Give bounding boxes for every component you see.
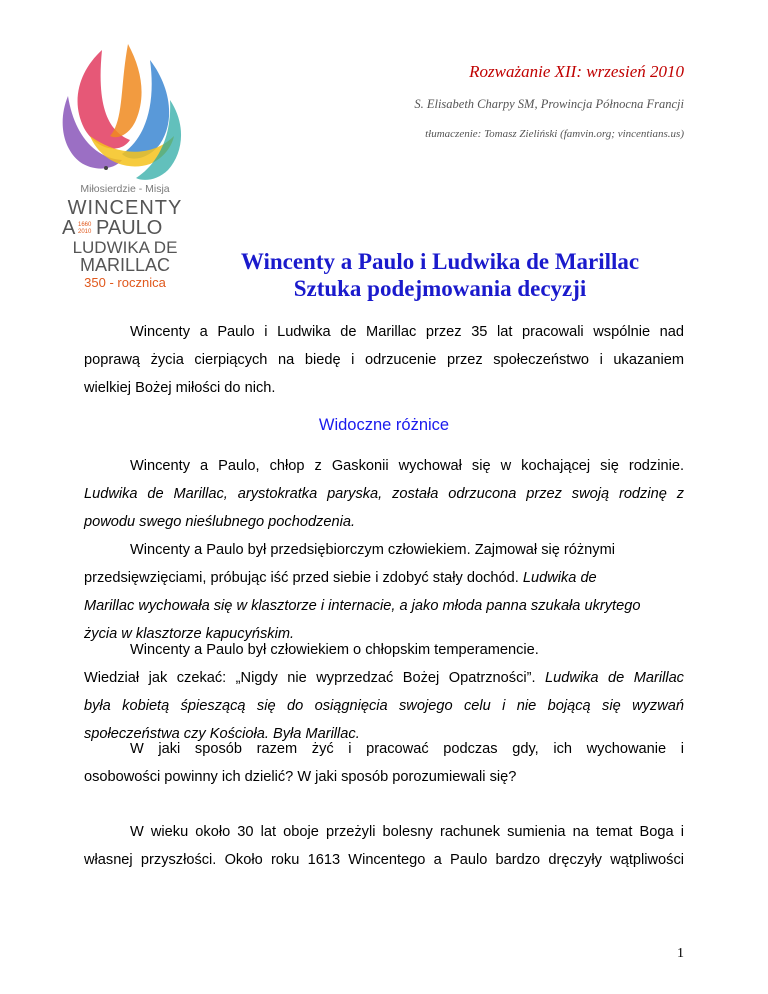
paragraph-conscience: [84, 818, 684, 874]
p3-line-2: [84, 564, 684, 592]
document-title: [190, 248, 690, 302]
p2-line-1: Wincenty a Paulo, chłop z Gaskonii wychował się w kochającej się rodzinie.: [130, 458, 684, 474]
author-line: S. Elisabeth Charpy SM, Prowincja Północna Francji: [414, 97, 684, 111]
p4-line-2: [84, 664, 684, 692]
title-line-2: Sztuka podejmowania decyzji: [293, 276, 587, 301]
p6-line-1: W wieku około 30 lat oboje przeżyli bolesny rachunek sumienia na temat Boga i: [130, 824, 684, 840]
logo-line-2: WINCENTY: [67, 197, 183, 219]
page-number: 1: [677, 946, 684, 961]
p4-line-2-normal: Wiedział jak czekać: „Nigdy nie wyprzedzać Bożej Opatrzności”.: [84, 670, 536, 686]
meditation-title: Rozważanie XII: wrzesień 2010: [469, 62, 684, 81]
p5-line-2: osobowości powinny ich dzielić? W jaki sposób porozumiewali się?: [84, 769, 517, 785]
p2-line-3: powodu swego nieślubnego pochodzenia.: [84, 514, 356, 530]
p5-line-1: W jaki sposób razem żyć i pracować podczas gdy, ich wychowanie i: [130, 741, 684, 757]
p3-line-3: Marillac wychowała się w klasztorze i internacie, a jako młoda panna szukała ukrytego: [84, 598, 641, 614]
logo-line-3a: A: [62, 217, 76, 239]
section-heading: Widoczne różnice: [318, 416, 450, 434]
logo-year-top: 1660: [78, 222, 92, 228]
p3-line-2-normal: przedsięwzięciami, próbując iść przed siebie i zdobyć stały dochód.: [84, 570, 519, 586]
p4-line-1: Wincenty a Paulo był człowiekiem o chłopskim temperamencie.: [130, 642, 539, 658]
logo-line-1: Miłosierdzie - Misja: [80, 183, 170, 195]
p6-line-2: własnej przyszłości. Około roku 1613 Wincentego a Paulo bardzo dręczyły wątpliwości: [84, 852, 684, 868]
paragraph-differences-3: [84, 636, 684, 748]
p1-line-1: Wincenty a Paulo i Ludwika de Marillac przez 35 lat pracowali wspólnie nad: [130, 324, 684, 340]
p1-line-2: poprawą życia cierpiących na biedę i odrzucenie przez społeczeństwo i ukazaniem: [84, 352, 684, 368]
logo-line-6: 350 - rocznica: [84, 275, 166, 290]
p3-line-4: życia w klasztorze kapucyńskim.: [84, 626, 295, 642]
paragraph-differences-2: [84, 536, 684, 648]
p3-line-1: Wincenty a Paulo był przedsiębiorczym człowiekiem. Zajmował się różnymi: [130, 542, 615, 558]
logo-year-bottom: 2010: [78, 229, 92, 235]
paragraph-question: [84, 735, 684, 791]
p4-line-4: społeczeństwa czy Kościoła. Była Marillac.: [84, 726, 360, 742]
logo-line-5: MARILLAC: [79, 255, 171, 275]
paragraph-differences-1: [84, 452, 684, 536]
p2-line-2: Ludwika de Marillac, arystokratka paryska, została odrzucona przez swoją rodzinę z: [84, 486, 684, 502]
translator-line: tłumaczenie: Tomasz Zieliński (famvin.org; vincentians.us): [425, 128, 684, 140]
logo-line-3b: PAULO: [96, 217, 163, 239]
flame-emblem-icon: [50, 40, 200, 290]
logo-line-4: LUDWIKA DE: [72, 238, 178, 257]
p4-line-2-italic: Ludwika de Marillac: [545, 670, 684, 686]
p3-line-2-italic: Ludwika de: [522, 570, 597, 586]
jubilee-logo: [50, 40, 200, 290]
p1-line-3: wielkiej Bożej miłości do nich.: [84, 380, 276, 396]
title-line-1: Wincenty a Paulo i Ludwika de Marillac: [240, 249, 640, 274]
p4-line-3: była kobietą śpieszącą się do osiągnięcia swojego celu i nie bojącą się wyzwań: [84, 698, 684, 714]
paragraph-intro: [84, 318, 684, 402]
